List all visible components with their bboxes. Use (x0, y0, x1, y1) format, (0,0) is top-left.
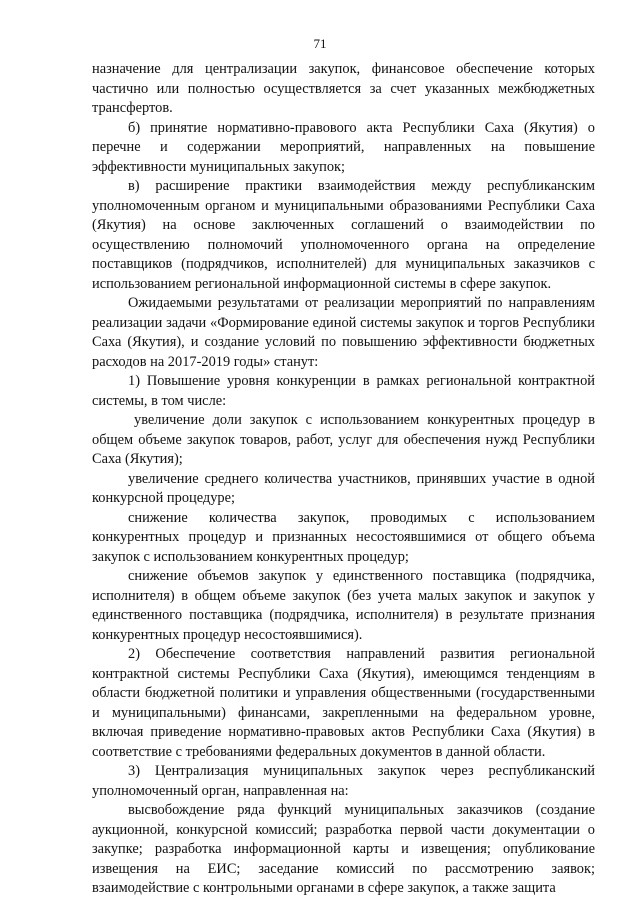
paragraph-bullet-participants: увеличение среднего количества участников, принявших участие в одной конкурсной процедуре; (92, 470, 595, 506)
paragraph-functions-release: высвобождение ряда функций муниципальных заказчиков (создание аукционной, конкурсной комиссий; разработка первой части документации о закупке; разработка информационной карты и извещения; опубликование извещения на ЕИС; заседание комиссий по рассмотрению заявок; взаимодействие с контрольными органами в сфере закупок, а также защита (92, 802, 595, 896)
paragraph-bullet-single-supplier: снижение объемов закупок у единственного поставщика (подрядчика, исполнителя) в общем объеме закупок (без учета малых закупок и закупок у единственного поставщика (подрядчика, исполнителя) в результате признания конкурентных процедур несостоявшимися). (92, 568, 595, 643)
paragraph-item-b: б) принятие нормативно-правового акта Республики Саха (Якутия) о перечне и содержании мероприятий, направленных на повышение эффективности муниципальных закупок; (92, 119, 595, 175)
page-number: 71 (313, 36, 327, 51)
paragraph-point-2: 2) Обеспечение соответствия направлений развития региональной контрактной системы Республики Саха (Якутия), имеющимся тенденциям в области бюджетной политики и управления общественными (государственными и муниципальными) финансами, закрепленными на федеральном уровне, включая приведение нормативно-правовых актов Республики Саха (Якутия) в соответствие с требованиями федеральных документов в данной области. (92, 646, 595, 760)
paragraph-bullet-share-increase: увеличение доли закупок с использованием конкурентных процедур в общем объеме закупок товаров, работ, услуг для обеспечения нужд Республики Саха (Якутия); (92, 412, 595, 467)
body-text (92, 60, 595, 899)
paragraph-continuation: назначение для централизации закупок, финансовое обеспечение которых частично или полностью осуществляется за счет указанных межбюджетных трансфертов. (92, 61, 595, 116)
paragraph-point-3: 3) Централизация муниципальных закупок через республиканский уполномоченный орган, направленная на: (92, 763, 595, 799)
paragraph-bullet-failed-procedures: снижение количества закупок, проводимых с использованием конкурентных процедур и признанных несостоявшимися от общего объема закупок с использованием конкурентных процедур; (92, 509, 595, 565)
paragraph-expected-results: Ожидаемыми результатами от реализации мероприятий по направлениям реализации задачи «Формирование единой системы закупок и торгов Республики Саха (Якутия), и создание условий по повышению эффективности бюджетных расходов на 2017-2019 годы» станут: (92, 295, 595, 370)
paragraph-item-v: в) расширение практики взаимодействия между республиканским уполномоченным органом и муниципальными образованиями Республики Саха (Якутия) на основе заключенных соглашений о взаимодействии по осуществлению полномочий уполномоченного органа на определение поставщиков (подрядчиков, исполнителей) для муниципальных заказчиков с использованием региональной информационной системы в сфере закупок. (92, 178, 595, 292)
paragraph-point-1: 1) Повышение уровня конкуренции в рамках региональной контрактной системы, в том числе: (92, 373, 595, 409)
